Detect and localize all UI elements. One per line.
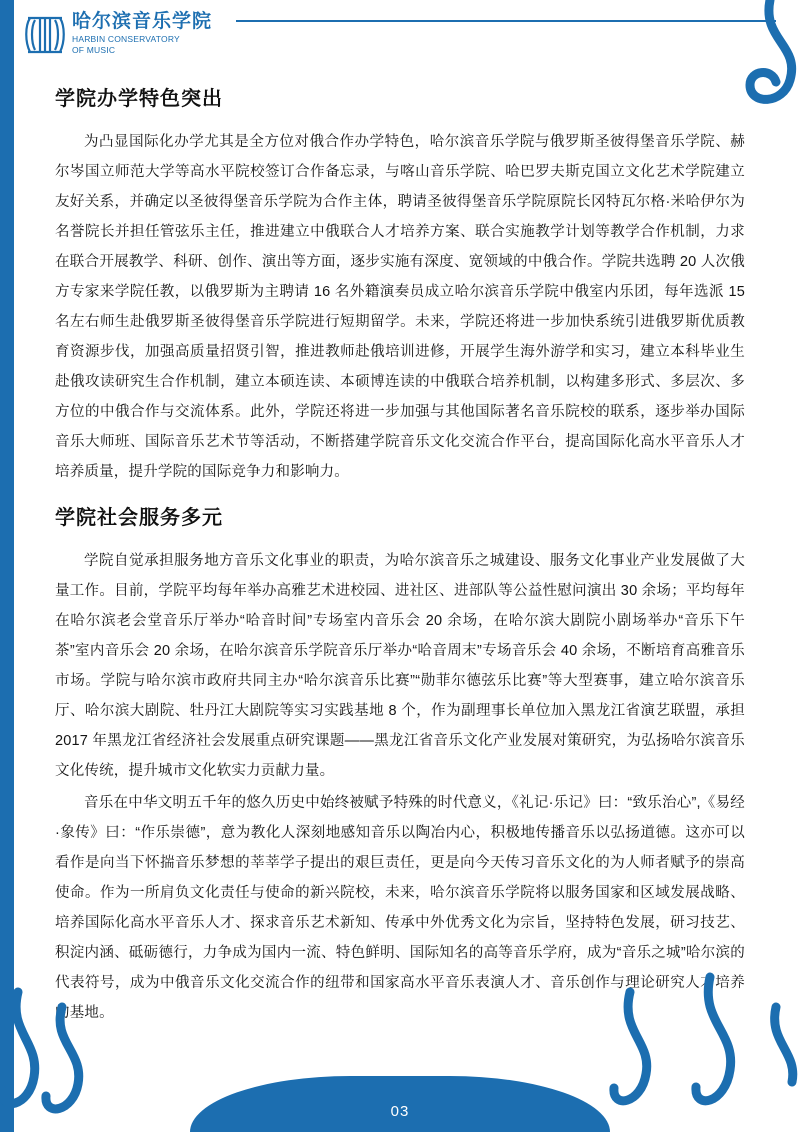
section-block <box>55 82 745 487</box>
paragraph: 为凸显国际化办学尤其是全方位对俄合作办学特色，哈尔滨音乐学院与俄罗斯圣彼得堡音乐学院、赫尔岑国立师范大学等高水平院校签订合作备忘录，与喀山音乐学院、哈巴罗夫斯克国立文化艺术学院建立友好关系，并确定以圣彼得堡音乐学院为合作主体，聘请圣彼得堡音乐学院原院长冈特瓦尔格·米哈伊尔为名誉院长并担任管弦乐主任，推进建立中俄联合人才培养方案、联合实施教学计划等教学合作机制，力求在联合开展教学、科研、创作、演出等方面，逐步实施有深度、宽领域的中俄合作。学院共选聘 20 人次俄方专家来学院任教，以俄罗斯为主聘请 16 名外籍演奏员成立哈尔滨音乐学院中俄室内乐团，每年选派 15 名左右师生赴俄罗斯圣彼得堡音乐学院进行短期留学。未来，学院还将进一步加快系统引进俄罗斯优质教育资源步伐，加强高质量招贤引智，推进教师赴俄培训进修，开展学生海外游学和实习，建立本科毕业生赴俄攻读研究生合作机制，建立本硕连读、本硕博连读的中俄联合培养机制，以构建多形式、多层次、多方位的中俄合作与交流体系。此外，学院还将进一步加强与其他国际著名音乐院校的联系，逐步举办国际音乐大师班、国际音乐艺术节等活动，不断搭建学院音乐文化交流合作平台，提高国际化高水平音乐人才培养质量，提升学院的国际竞争力和影响力。 <box>55 134 745 480</box>
page-number: 03 <box>390 1103 410 1120</box>
lyre-icon <box>22 12 68 58</box>
left-accent-bar-gap <box>14 0 17 1132</box>
page-footer <box>0 1072 800 1132</box>
document-body <box>55 72 745 1042</box>
section-title: 学院社会服务多元 <box>55 507 223 529</box>
institution-name-en-line1: HARBIN CONSERVATORY <box>72 34 180 44</box>
paragraph: 学院自觉承担服务地方音乐文化事业的职责，为哈尔滨音乐之城建设、服务文化事业产业发展做了大量工作。目前，学院平均每年举办高雅艺术进校园、进社区、进部队等公益性慰问演出 30 余场；平均每年在哈尔滨老会堂音乐厅举办“哈音时间”专场室内音乐会 20 余场，在哈尔滨大剧院小剧场举办“音乐下午茶”室内音乐会 20 余场，在哈尔滨音乐学院音乐厅举办“哈音周末”专场音乐会 40 余场，不断培育高雅音乐市场。学院与哈尔滨市政府共同主办“哈尔滨音乐比赛”“勋菲尔德弦乐比赛”等大型赛事，建立哈尔滨音乐厅、哈尔滨大剧院、牡丹江大剧院等实习实践基地 8 个，作为副理事长单位加入黑龙江省演艺联盟，承担 2017 年黑龙江省经济社会发展重点研究课题——黑龙江省音乐文化产业发展对策研究，为弘扬哈尔滨音乐文化传统，提升城市文化软实力贡献力量。 <box>55 553 745 779</box>
institution-name-cn: 哈尔滨音乐学院 <box>72 11 213 32</box>
section-title: 学院办学特色突出 <box>55 88 223 110</box>
section-block <box>55 501 745 1028</box>
left-accent-bar <box>0 0 14 1132</box>
institution-logotype <box>72 10 242 56</box>
institution-name-en-line2: OF MUSIC <box>72 45 116 55</box>
paragraph: 音乐在中华文明五千年的悠久历史中始终被赋予特殊的时代意义，《礼记·乐记》曰：“致乐治心”,《易经·象传》曰：“作乐崇德”，意为教化人深刻地感知音乐以陶冶内心，积极地传播音乐以弘扬道德。这亦可以看作是向当下怀揣音乐梦想的莘莘学子提出的艰巨责任，更是向今天传习音乐文化的为人师者赋予的崇高使命。作为一所肩负文化责任与使命的新兴院校，未来，哈尔滨音乐学院将以服务国家和区域发展战略、培养国际化高水平音乐人才、探求音乐艺术新知、传承中外优秀文化为宗旨，坚持特色发展，研习技艺、积淀内涵、砥砺德行，力争成为国内一流、特色鲜明、国际知名的高等音乐学府，成为“音乐之城”哈尔滨的代表符号，成为中俄音乐文化交流合作的纽带和国家高水平音乐表演人才、音乐创作与理论研究人才培养的基地。 <box>55 795 745 1021</box>
